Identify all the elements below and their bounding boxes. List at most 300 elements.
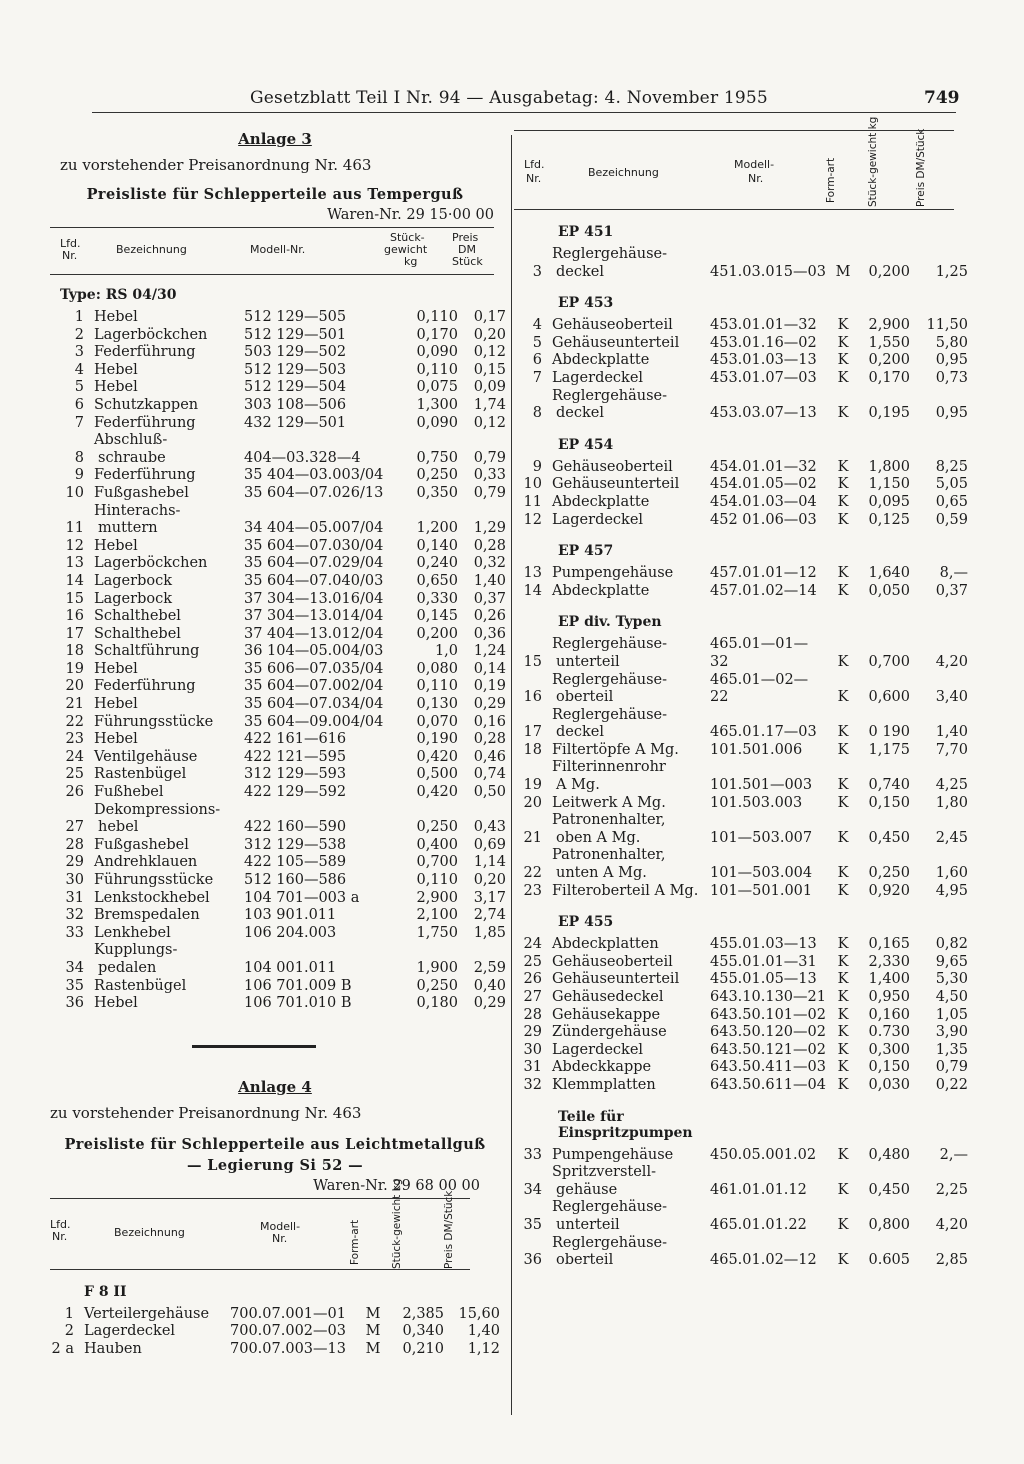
- model-number: 512 129—504: [244, 379, 347, 396]
- item-number: 2: [64, 1323, 74, 1340]
- price: 2,—: [939, 1146, 968, 1163]
- unit-weight: 0,075: [416, 379, 458, 396]
- description-line: Pumpengehäuse: [552, 1146, 674, 1163]
- description-line: pedalen: [98, 959, 157, 976]
- form-type: K: [837, 582, 849, 599]
- unit-weight: 0,145: [416, 608, 458, 625]
- price: 0,73: [935, 369, 968, 386]
- item-number: 30: [65, 872, 84, 888]
- col-bezeichnung: Bezeichnung: [116, 243, 187, 256]
- model-number: 422 161—616: [244, 731, 347, 748]
- item-number: 23: [65, 731, 84, 748]
- description-line: Filtertöpfe A Mg.: [552, 741, 679, 758]
- unit-weight: 0,500: [416, 766, 458, 783]
- table-row: [50, 942, 506, 977]
- form-type: K: [837, 1041, 849, 1058]
- unit-weight: 0,030: [868, 1076, 910, 1093]
- unit-weight: 1,0: [434, 643, 458, 660]
- item-number: 33: [523, 1146, 542, 1163]
- col-nr: Nr.: [526, 172, 542, 185]
- table-row: [50, 467, 506, 485]
- item-number: 14: [523, 582, 542, 599]
- model-number: 35 604—07.026/13: [244, 484, 384, 501]
- item-number: 1: [74, 309, 84, 325]
- model-number: 512 129—505: [244, 309, 347, 325]
- col-modell-2: Nr.: [272, 1231, 288, 1245]
- model-number: 700.07.001—01: [230, 1305, 346, 1322]
- item-number: 16: [523, 689, 542, 706]
- item-number: 11: [65, 520, 84, 537]
- item-description: [94, 643, 244, 661]
- item-number: 33: [65, 924, 84, 941]
- group-title: EP 453: [558, 295, 614, 312]
- description-line: deckel: [556, 724, 604, 741]
- unit-weight: 1,800: [868, 458, 910, 475]
- table-row: [512, 1199, 968, 1234]
- item-number: 12: [65, 537, 84, 554]
- item-description: [94, 327, 244, 345]
- item-description: [94, 942, 244, 977]
- unit-weight: 0,700: [416, 854, 458, 871]
- form-type: K: [837, 1024, 849, 1041]
- anlage3-table-body: [50, 309, 506, 1013]
- col-gewicht-3: kg: [404, 255, 418, 268]
- unit-weight: 0,110: [416, 361, 458, 378]
- unit-weight: 0,170: [416, 326, 458, 343]
- form-type: K: [837, 1076, 849, 1093]
- table-row: [50, 1341, 500, 1359]
- form-type: K: [837, 1252, 849, 1269]
- description-line: muttern: [98, 520, 158, 537]
- table-row: [512, 565, 968, 583]
- item-number: 10: [65, 484, 84, 501]
- form-type: K: [837, 565, 849, 582]
- form-type: K: [837, 334, 849, 351]
- description-line: A Mg.: [556, 777, 600, 794]
- group-title-line2: Einspritzpumpen: [558, 1124, 693, 1141]
- unit-weight: 1,550: [868, 334, 910, 351]
- unit-weight: 0,420: [416, 784, 458, 801]
- model-number: 37 304—13.014/04: [244, 608, 384, 625]
- col-preis: Preis DM/Stück: [915, 128, 927, 207]
- description-line: Ventilgehäuse: [94, 748, 198, 765]
- price: 0,82: [935, 936, 968, 953]
- unit-weight: 0,350: [416, 484, 458, 501]
- description-line: Rastenbügel: [94, 766, 187, 783]
- description-line: Patronenhalter,: [552, 812, 666, 829]
- unit-weight: 0,110: [416, 678, 458, 695]
- form-type: K: [837, 741, 849, 758]
- model-number: 454.01.05—02: [710, 476, 817, 493]
- unit-weight: 0,150: [868, 794, 910, 811]
- col-modell: Modell-Nr.: [250, 243, 306, 256]
- price: 0,95: [935, 352, 968, 369]
- item-description: [552, 459, 710, 477]
- group-heading: [558, 543, 960, 559]
- description-line: Hebel: [94, 660, 138, 677]
- table-row: [512, 636, 968, 671]
- col-stueckgewicht: Stück-gewicht kg: [867, 116, 879, 207]
- table-row: [50, 766, 506, 784]
- item-description: [552, 388, 710, 423]
- description-line: Abdeckplatte: [552, 352, 650, 369]
- table-row: [512, 706, 968, 742]
- description-line: Verteilergehäuse: [84, 1305, 210, 1322]
- model-number: 422 160—590: [244, 819, 347, 836]
- description-line: Spritzverstell-: [552, 1164, 656, 1181]
- item-number: 31: [523, 1059, 542, 1076]
- price: 1,74: [473, 396, 506, 413]
- item-description: [552, 352, 710, 370]
- table-row: [50, 801, 506, 837]
- unit-weight: 0,125: [868, 511, 910, 528]
- col-nr: Nr.: [62, 249, 78, 262]
- model-number: 465.01.02—12: [710, 1252, 817, 1269]
- model-number: 454.01.01—32: [710, 458, 817, 475]
- item-description: [552, 883, 710, 901]
- item-number: 26: [65, 784, 84, 801]
- table-row: [512, 989, 968, 1007]
- item-number: 12: [523, 511, 542, 528]
- item-number: 32: [65, 907, 84, 924]
- model-number: 700.07.003—13: [230, 1340, 346, 1357]
- price: 0,79: [473, 449, 506, 466]
- table-row: [50, 414, 506, 433]
- col-preis-2: DM: [458, 243, 476, 256]
- description-line: Reglergehäuse-: [552, 1199, 668, 1216]
- price: 0,37: [473, 590, 506, 607]
- item-description: [94, 432, 244, 467]
- description-line: Lagerdeckel: [552, 369, 644, 386]
- price: 0,15: [473, 361, 506, 378]
- item-number: 4: [74, 361, 84, 378]
- item-description: [552, 707, 710, 742]
- group-f8ii: F 8 II: [84, 1283, 127, 1300]
- item-number: 10: [523, 476, 542, 493]
- model-number: 103 901.011: [244, 907, 337, 924]
- left-column: [50, 130, 506, 1359]
- model-number: 700.07.002—03: [230, 1323, 346, 1340]
- col-preis-3: Stück: [452, 255, 483, 268]
- table-row: [50, 872, 506, 890]
- item-description: [552, 246, 710, 281]
- group-title: EP 454: [558, 436, 614, 453]
- table-row: [512, 476, 968, 494]
- item-description: [94, 925, 244, 943]
- item-description: [94, 538, 244, 556]
- item-description: [552, 936, 710, 954]
- item-number: 18: [523, 741, 542, 758]
- item-description: [94, 749, 244, 767]
- unit-weight: 0,095: [868, 493, 910, 510]
- form-type: K: [837, 971, 849, 988]
- description-line: hebel: [98, 819, 139, 836]
- item-description: [94, 344, 244, 362]
- item-description: [552, 971, 710, 989]
- table-row: [512, 1076, 968, 1095]
- unit-weight: 0,650: [416, 572, 458, 589]
- unit-weight: 0,400: [416, 836, 458, 853]
- description-line: unterteil: [556, 653, 620, 670]
- unit-weight: 0,250: [416, 819, 458, 836]
- price: 1,85: [473, 924, 506, 941]
- col-preis-1: Preis: [452, 231, 479, 244]
- group-heading: [558, 914, 960, 930]
- unit-weight: 0,050: [868, 582, 910, 599]
- group-heading: [558, 224, 960, 240]
- price: 0,69: [473, 836, 506, 853]
- table-row: [50, 660, 506, 679]
- model-number: 643.50.411—03: [710, 1059, 826, 1076]
- price: 0,20: [473, 872, 506, 888]
- item-number: 15: [65, 590, 84, 607]
- unit-weight: 0.730: [868, 1024, 910, 1041]
- price: 0,43: [473, 819, 506, 836]
- table-row: [512, 971, 968, 989]
- model-number: 453.01.03—13: [710, 352, 817, 369]
- form-type: M: [365, 1340, 381, 1357]
- description-line: Schalthebel: [94, 608, 181, 625]
- description-line: Führungsstücke: [94, 713, 214, 730]
- description-line: Federführung: [94, 467, 196, 484]
- anlage3-table-header: [50, 228, 500, 274]
- table-row: [50, 537, 506, 556]
- group-title: EP 451: [558, 224, 614, 240]
- table-row: [512, 759, 968, 794]
- unit-weight: 1,750: [416, 924, 458, 941]
- table-row: [512, 1059, 968, 1077]
- col-bezeichnung: Bezeichnung: [114, 1225, 185, 1239]
- price: 0,74: [473, 766, 506, 783]
- item-description: [552, 812, 710, 847]
- unit-weight: 0,190: [416, 731, 458, 748]
- item-description: [94, 978, 244, 996]
- form-type: K: [837, 493, 849, 510]
- anlage3-waren-nr: Waren-Nr. 29 15·00 00: [327, 207, 494, 223]
- item-description: [94, 907, 244, 925]
- form-type: K: [837, 369, 849, 386]
- type-label: Type: RS 04/30: [60, 287, 177, 303]
- item-number: 19: [65, 660, 84, 677]
- header-rule: [92, 112, 956, 113]
- description-line: Filteroberteil A Mg.: [552, 882, 699, 899]
- table-row: [512, 794, 968, 813]
- group-heading: [558, 1109, 960, 1141]
- item-number: 25: [523, 953, 542, 970]
- item-number: 15: [523, 653, 542, 670]
- price: 2,85: [935, 1252, 968, 1269]
- col-stueckgewicht: Stück-gewicht kg: [391, 1178, 403, 1269]
- item-number: 26: [523, 971, 542, 988]
- item-description: [94, 608, 244, 626]
- item-description: [552, 1199, 710, 1234]
- description-line: Lagerbock: [94, 572, 172, 589]
- unit-weight: 2,330: [868, 953, 910, 970]
- model-number: 643.50.120—02: [710, 1024, 826, 1041]
- group-title: EP div. Typen: [558, 614, 662, 631]
- model-number: 35 604—07.029/04: [244, 555, 384, 572]
- item-description: [94, 415, 244, 433]
- item-description: [552, 370, 710, 388]
- model-number: 101.503.003: [710, 794, 803, 811]
- price: 0,79: [935, 1059, 968, 1076]
- form-type: K: [837, 865, 849, 882]
- unit-weight: 0,480: [868, 1146, 910, 1163]
- item-description: [552, 1235, 710, 1270]
- item-number: 1: [64, 1305, 74, 1322]
- table-row: [50, 713, 506, 732]
- table-row: [512, 1234, 968, 1270]
- price: 0,09: [473, 379, 506, 396]
- description-line: Lagerdeckel: [552, 1041, 644, 1058]
- price: 0,12: [473, 414, 506, 431]
- item-description: [552, 1164, 710, 1199]
- model-number: 432 129—501: [244, 414, 347, 431]
- model-number: 35 604—09.004/04: [244, 713, 384, 730]
- col-modell-2: Nr.: [748, 172, 764, 185]
- page-header: Gesetzblatt Teil I Nr. 94 — Ausgabetag: 4. November 1955: [250, 88, 768, 108]
- price: 0,26: [473, 608, 506, 625]
- item-number: 27: [523, 989, 542, 1005]
- group-heading: [558, 614, 960, 630]
- price: 2,25: [935, 1181, 968, 1198]
- description-line: Federführung: [94, 344, 196, 361]
- unit-weight: 1,300: [416, 396, 458, 413]
- table-row: [50, 309, 506, 327]
- table-row: [50, 361, 506, 380]
- col-gewicht-2: gewicht: [384, 243, 428, 256]
- unit-weight: 1,200: [416, 520, 458, 537]
- item-number: 13: [65, 555, 84, 572]
- description-line: deckel: [556, 405, 604, 422]
- unit-weight: 2,900: [868, 317, 910, 334]
- description-line: Fußgashebel: [94, 484, 189, 501]
- unit-weight: 0,920: [868, 882, 910, 899]
- description-line: Reglergehäuse-: [552, 387, 668, 404]
- anlage4-subtitle: zu vorstehender Preisanordnung Nr. 463: [50, 1103, 362, 1122]
- description-line: Hebel: [94, 731, 138, 748]
- description-line: Pumpengehäuse: [552, 565, 674, 582]
- model-number: 35 604—07.002/04: [244, 678, 384, 695]
- item-description: [552, 989, 710, 1007]
- model-number: 452 01.06—03: [710, 511, 817, 528]
- item-number: 14: [65, 572, 84, 589]
- table-row: [512, 882, 968, 901]
- description-line: schraube: [98, 449, 166, 466]
- model-number: 457.01.01—12: [710, 565, 817, 582]
- unit-weight: 1,640: [868, 565, 910, 582]
- model-number: 455.01.03—13: [710, 936, 817, 953]
- unit-weight: 0,300: [868, 1041, 910, 1058]
- item-number: 8: [532, 405, 542, 422]
- description-line: Lenkhebel: [94, 924, 171, 941]
- col-preis: Preis DM/Stück: [443, 1190, 455, 1269]
- model-number: 465.01.01.22: [710, 1216, 807, 1233]
- description-line: Federführung: [94, 414, 196, 431]
- price: 4,20: [935, 653, 968, 670]
- item-number: 34: [65, 959, 84, 976]
- unit-weight: 0,250: [868, 865, 910, 882]
- model-number: 101.501—003: [710, 777, 813, 794]
- table-row: [50, 836, 506, 855]
- description-line: Abschluß-: [94, 432, 168, 449]
- table-row: [50, 731, 506, 749]
- table-row: [50, 977, 506, 996]
- description-line: Lagerböckchen: [94, 326, 208, 343]
- description-line: Kupplungs-: [94, 942, 178, 959]
- item-number: 24: [523, 936, 542, 953]
- description-line: Lagerdeckel: [552, 511, 644, 528]
- unit-weight: 0,210: [402, 1340, 444, 1357]
- item-description: [84, 1341, 230, 1359]
- model-number: 465.01—01—32: [710, 636, 809, 670]
- model-number: 453.01.01—32: [710, 317, 817, 334]
- price: 0,79: [473, 484, 506, 501]
- price: 3,40: [935, 689, 968, 706]
- description-line: Reglergehäuse-: [552, 706, 668, 723]
- unit-weight: 0,420: [416, 748, 458, 765]
- description-line: Lagerbock: [94, 590, 172, 607]
- form-type: M: [365, 1323, 381, 1340]
- item-description: [94, 872, 244, 890]
- anlage4-list-title: Preisliste für Schlepperteile aus Leichtmetallguß: [64, 1135, 486, 1153]
- description-line: Abdeckkappe: [552, 1059, 652, 1076]
- price: 2,74: [473, 907, 506, 924]
- form-type: K: [837, 724, 849, 741]
- description-line: Gehäuseunterteil: [552, 334, 680, 351]
- description-line: Hinterachs-: [94, 502, 181, 519]
- unit-weight: 0,340: [402, 1323, 444, 1340]
- item-description: [94, 467, 244, 485]
- item-description: [552, 742, 710, 760]
- form-type: K: [837, 1181, 849, 1198]
- unit-weight: 0,950: [868, 989, 910, 1005]
- unit-weight: 0.605: [868, 1252, 910, 1269]
- form-type: K: [837, 829, 849, 846]
- table-rule: [514, 209, 954, 210]
- price: 0,59: [935, 511, 968, 528]
- unit-weight: 0,160: [868, 1006, 910, 1023]
- description-line: Rastenbügel: [94, 977, 187, 994]
- model-number: 106 701.009 B: [244, 977, 352, 994]
- item-description: [552, 1059, 710, 1077]
- price: 0,29: [473, 995, 506, 1012]
- item-number: 3: [74, 344, 84, 361]
- price: 0,36: [473, 625, 506, 642]
- group-heading: [558, 295, 960, 311]
- item-number: 29: [523, 1024, 542, 1041]
- item-description: [94, 837, 244, 855]
- description-line: Reglergehäuse-: [552, 636, 668, 653]
- price: 0,46: [473, 748, 506, 765]
- item-description: [94, 890, 244, 908]
- price: 1,40: [467, 1323, 500, 1340]
- description-line: Patronenhalter,: [552, 847, 666, 864]
- unit-weight: 0,200: [416, 625, 458, 642]
- item-description: [552, 565, 710, 583]
- description-line: oberteil: [556, 689, 614, 706]
- description-line: Schaltführung: [94, 643, 200, 660]
- table-row: [512, 369, 968, 388]
- price: 1,29: [473, 520, 506, 537]
- model-number: 35 404—03.003/04: [244, 467, 384, 484]
- price: 11,50: [926, 317, 968, 334]
- table-row: [50, 502, 506, 538]
- item-number: 11: [523, 493, 542, 510]
- page-number: 749: [924, 88, 960, 108]
- price: 0,33: [473, 467, 506, 484]
- description-line: Reglergehäuse-: [552, 671, 668, 688]
